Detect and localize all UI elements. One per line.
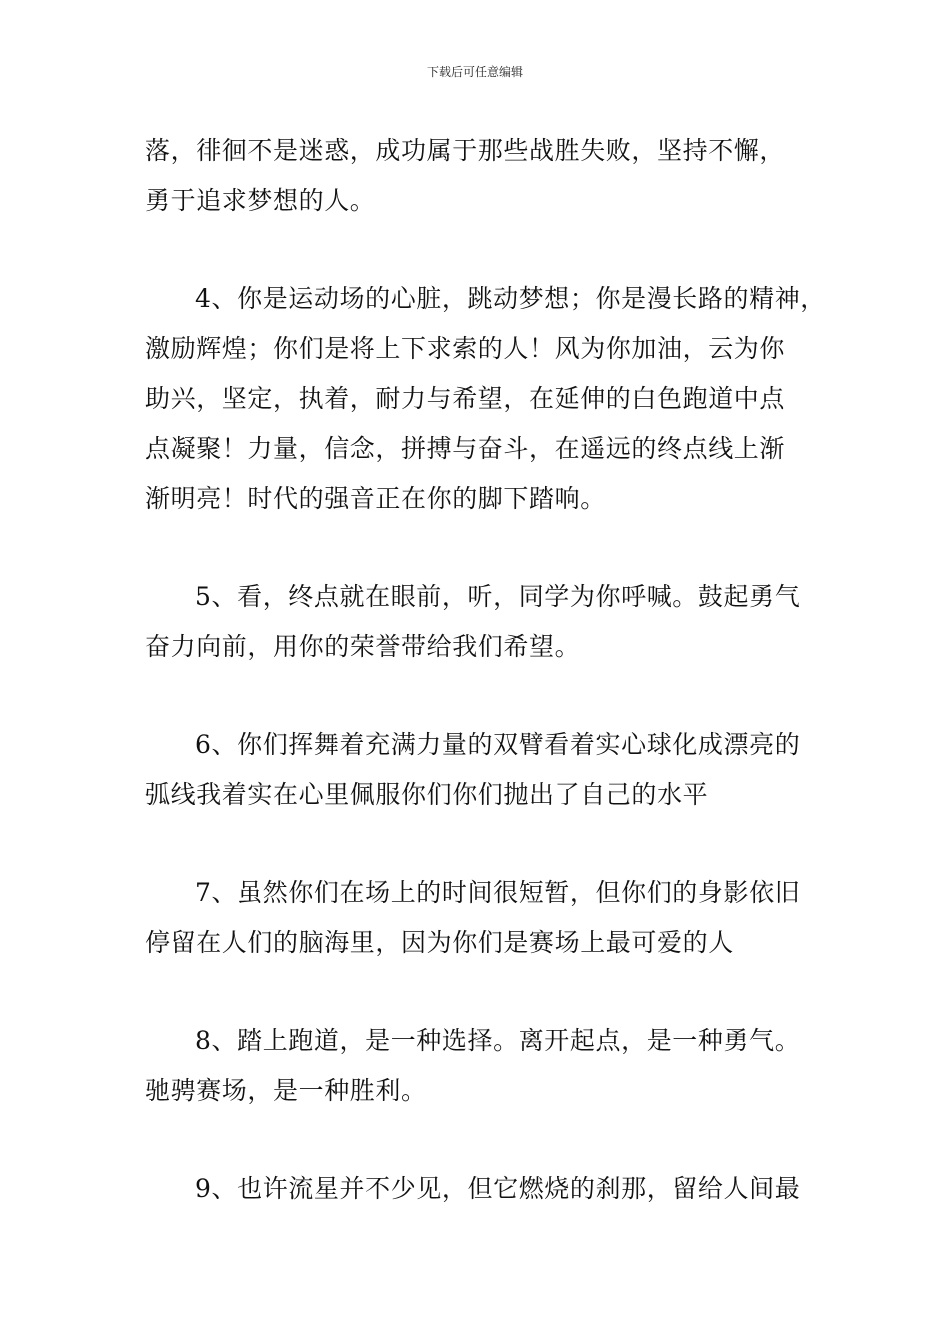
paragraph-gap: [145, 968, 825, 1016]
paragraph-gap: [145, 524, 825, 572]
paragraph-line: 9、也许流星并不少见，但它燃烧的刹那，留给人间最: [195, 1174, 801, 1203]
paragraph-line: 点凝聚！力量，信念，拼搏与奋斗，在遥远的终点线上渐: [145, 434, 786, 463]
paragraph-line: 奋力向前，用你的荣誉带给我们希望。: [145, 632, 581, 661]
paragraph-item-8: [145, 1016, 825, 1116]
paragraph-line: 停留在人们的脑海里，因为你们是赛场上最可爱的人: [145, 928, 734, 957]
paragraph-gap: [145, 820, 825, 868]
paragraph-line: 渐明亮！时代的强音正在你的脚下踏响。: [145, 484, 606, 513]
paragraph-item-5: [145, 572, 825, 672]
paragraph-item-4: [145, 274, 825, 524]
paragraph-line: 4、你是运动场的心脏，跳动梦想；你是漫长路的精神，: [195, 284, 826, 313]
paragraph-line: 助兴，坚定，执着，耐力与希望，在延伸的白色跑道中点: [145, 384, 786, 413]
paragraph-item-7: [145, 868, 825, 968]
paragraph-line: 落，徘徊不是迷惑，成功属于那些战胜失败，坚持不懈，: [145, 136, 786, 165]
paragraph-gap: [145, 226, 825, 274]
paragraph-line: 驰骋赛场，是一种胜利。: [145, 1076, 427, 1105]
document-body: [145, 126, 825, 1214]
paragraph-line: 8、踏上跑道，是一种选择。离开起点，是一种勇气。: [195, 1026, 801, 1055]
paragraph-line: 弧线我着实在心里佩服你们你们抛出了自己的水平: [145, 780, 709, 809]
paragraph-item-6: [145, 720, 825, 820]
paragraph-gap: [145, 672, 825, 720]
paragraph-item-9: [145, 1164, 825, 1214]
paragraph-continuation: [145, 126, 825, 226]
paragraph-line: 勇于追求梦想的人。: [145, 186, 376, 215]
paragraph-line: 7、虽然你们在场上的时间很短暂，但你们的身影依旧: [195, 878, 801, 907]
paragraph-line: 激励辉煌；你们是将上下求索的人！风为你加油，云为你: [145, 334, 786, 363]
paragraph-gap: [145, 1116, 825, 1164]
paragraph-line: 5、看，终点就在眼前，听，同学为你呼喊。鼓起勇气: [195, 582, 801, 611]
page-header: 下载后可任意编辑: [426, 65, 523, 79]
paragraph-line: 6、你们挥舞着充满力量的双臂看着实心球化成漂亮的: [195, 730, 801, 759]
